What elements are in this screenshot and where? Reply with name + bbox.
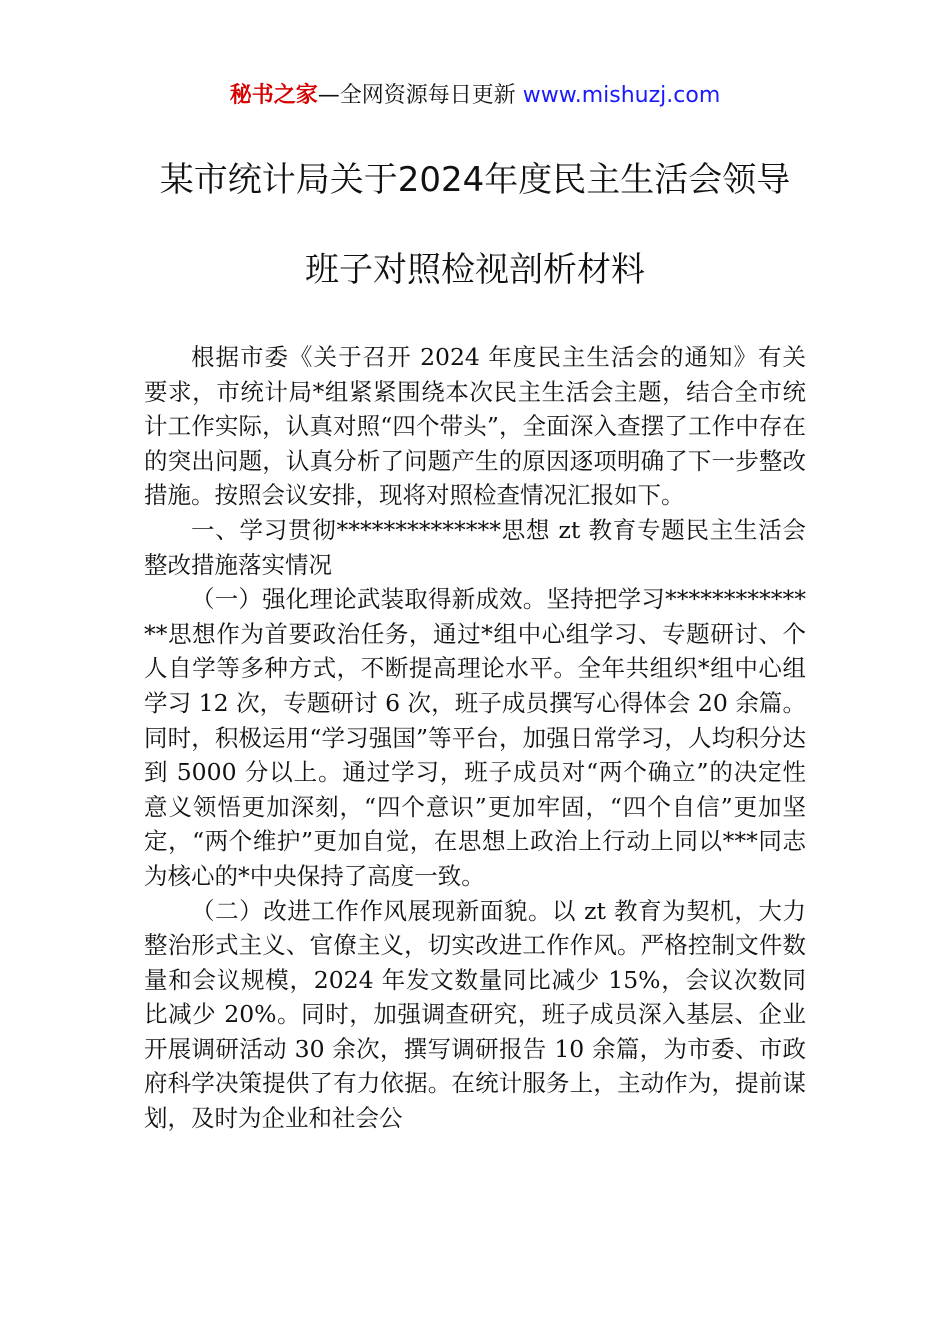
document-title-line-2: 班子对照检视剖析材料 [305, 250, 645, 290]
document-body [144, 340, 806, 1136]
document-title-line-1: 某市统计局关于2024年度民主生活会领导 [159, 160, 791, 200]
site-brand: 秘书之家 [229, 83, 318, 108]
site-tagline: —全网资源每日更新 [317, 83, 523, 108]
paragraph-theory: （一）强化理论武装取得新成效。坚持把学习**************思想作为首要政治任务，通过*组中心组学习、专题研讨、个人自学等多种方式，不断提高理论水平。全年共组织*组中心组学习 12 次，专题研讨 6 次，班子成员撰写心得体会 20 余篇。同时，积极运用“学习强国”等平台，加强日常学习，人均积分达到 5000 分以上。通过学习，班子成员对“两个确立”的决定性意义领悟更加深刻，“四个意识”更加牢固，“四个自信”更加坚定，“两个维护”更加自觉，在思想上政治上行动上同以***同志为核心的*中央保持了高度一致。 [144, 585, 806, 890]
site-header [0, 80, 950, 112]
section-heading-1: 一、学习贯彻**************思想 zt 教育专题民主生活会整改措施落实情况 [144, 515, 806, 579]
site-url[interactable]: www.mishuzj.com [522, 83, 721, 108]
paragraph-intro: 根据市委《关于召开 2024 年度民主生活会的通知》有关要求，市统计局*组紧紧围绕本次民主生活会主题，结合全市统计工作实际，认真对照“四个带头”，全面深入查摆了工作中存在的突出问题，认真分析了问题产生的原因逐项明确了下一步整改措施。按照会议安排，现将对照检查情况汇报如下。 [144, 343, 806, 510]
paragraph-work-style: （二）改进工作作风展现新面貌。以 zt 教育为契机，大力整治形式主义、官僚主义，切实改进工作作风。严格控制文件数量和会议规模，2024 年发文数量同比减少 15%，会议次数同比减少 20%。同时，加强调查研究，班子成员深入基层、企业开展调研活动 30 余次，撰写调研报告 10 余篇，为市委、市政府科学决策提供了有力依据。在统计服务上，主动作为，提前谋划，及时为企业和社会公 [144, 896, 806, 1133]
